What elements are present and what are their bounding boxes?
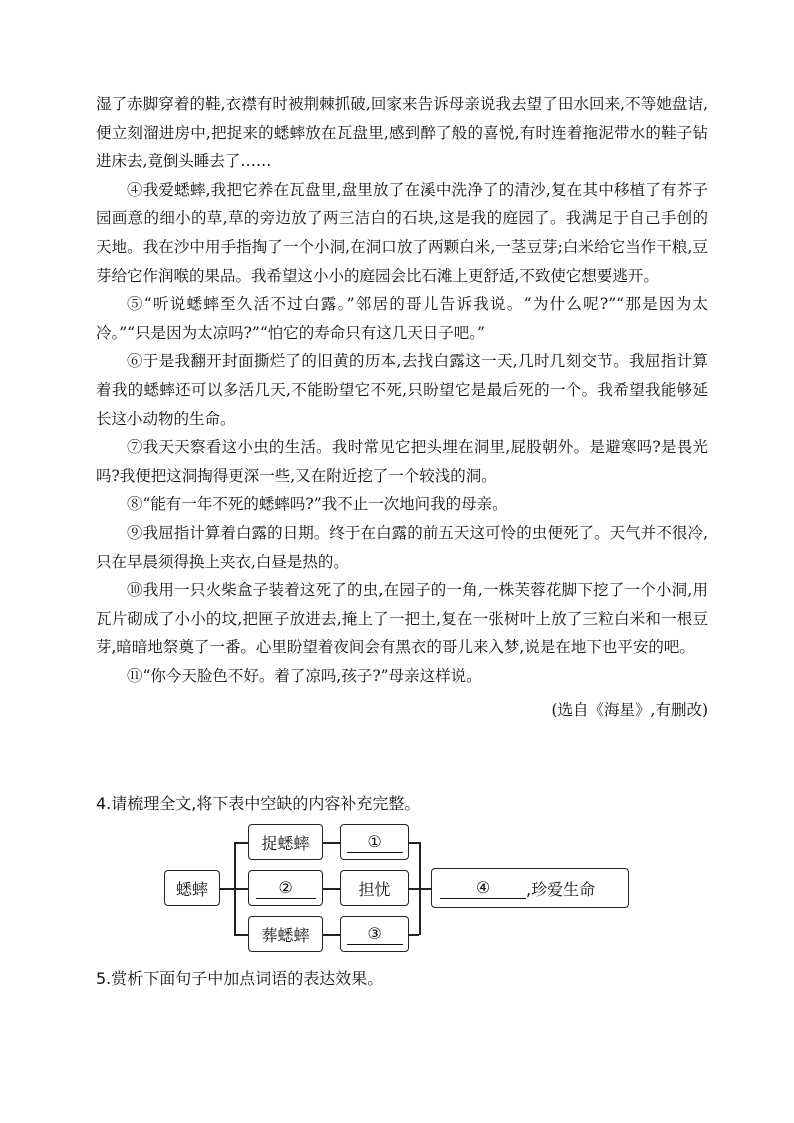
passage-paragraph-continued: 湿了赤脚穿着的鞋,衣襟有时被荆棘抓破,回家来告诉母亲说我去望了田水回来,不等她盘诘,便立刻溜进房中,把捉来的蟋蟀放在瓦盘里,感到醉了般的喜悦,有时连着拖泥带水的鞋子钻进床去,竟倒头睡去了…… xyxy=(96,95,708,171)
answer-box-2 xyxy=(248,870,323,906)
connector-root-out xyxy=(220,888,234,890)
passage-paragraph-7: ⑦我天天察看这小虫的生活。我时常见它把头埋在洞里,屁股朝外。是避寒吗?是畏光吗?我便把这洞掏得更深一些,又在附近挖了一个较浅的洞。 xyxy=(96,438,708,485)
connector-right-bottom xyxy=(409,934,419,936)
passage-paragraph-6: ⑥于是我翻开封面撕烂了的旧黄的历本,去找白露这一天,几时几刻交节。我屈指计算着我的蟋蟀还可以多活几天,不能盼望它不死,只盼望它是最后死的一个。我希望我能够延长这小动物的生命。 xyxy=(96,352,708,428)
summary-diagram xyxy=(160,820,635,958)
connector-right-top xyxy=(409,842,419,844)
catch-cricket-box xyxy=(248,824,323,860)
passage-source: (选自《海星》,有删改) xyxy=(551,701,708,720)
connector-bottom-pair xyxy=(323,934,340,936)
answer-box-1 xyxy=(340,824,409,860)
worry-label: 担忧 xyxy=(358,879,391,899)
passage-paragraph-8: ⑧“能有一年不死的蟋蟀吗?”我不止一次地问我的母亲。 xyxy=(127,495,508,514)
bury-cricket-label: 葬蟋蟀 xyxy=(261,925,310,945)
cherish-life-label: ,珍爱生命 xyxy=(526,879,596,899)
answer-blank-2[interactable]: ② xyxy=(256,878,316,899)
result-box xyxy=(431,868,629,908)
passage-paragraph-11: ⑪“你今天脸色不好。着了凉吗,孩子?”母亲这样说。 xyxy=(127,666,482,685)
passage-paragraph-4: ④我爱蟋蟀,我把它养在瓦盘里,盘里放了在溪中洗净了的清沙,复在其中移植了有芥子园画意的细小的草,草的旁边放了两三洁白的石块,这是我的庭园了。我满足于自己手创的天地。我在沙中用手指掏了一个小洞,在洞口放了两颗白米,一茎豆芽;白米给它当作干粮,豆芽给它作润喉的果品。我希望这小小的庭园会比石滩上更舒适,不致使它想要逃开。 xyxy=(96,180,708,285)
root-box xyxy=(164,870,220,906)
connector-right-mid xyxy=(409,888,419,890)
root-label: 蟋蟀 xyxy=(175,879,208,899)
bury-cricket-box xyxy=(248,916,323,952)
worry-box xyxy=(340,870,409,906)
answer-blank-1[interactable]: ① xyxy=(347,832,403,853)
connector-left-top xyxy=(234,842,248,844)
question-5-prompt: 5.赏析下面句子中加点词语的表达效果。 xyxy=(96,969,384,988)
answer-box-3 xyxy=(340,916,409,952)
catch-cricket-label: 捉蟋蟀 xyxy=(261,833,310,853)
connector-mid-pair xyxy=(323,888,340,890)
connector-to-result xyxy=(419,888,431,890)
passage-paragraph-9: ⑨我屈指计算着白露的日期。终于在白露的前五天这可怜的虫便死了。天气并不很冷,只在早晨须得换上夹衣,白昼是热的。 xyxy=(96,523,708,571)
reading-passage xyxy=(96,90,708,725)
connector-left-mid xyxy=(234,888,248,890)
answer-blank-3[interactable]: ③ xyxy=(347,924,403,945)
passage-paragraph-5: ⑤“听说蟋蟀至久活不过白露。”邻居的哥儿告诉我说。“为什么呢?”“那是因为太冷。”“只是因为太凉吗?”“怕它的寿命只有这几天日子吧。” xyxy=(96,295,708,342)
connector-top-pair xyxy=(323,842,340,844)
question-4-prompt: 4.请梳理全文,将下表中空缺的内容补充完整。 xyxy=(96,794,421,813)
connector-left-bottom xyxy=(234,934,248,936)
answer-blank-4[interactable]: ④ xyxy=(440,878,526,899)
passage-paragraph-10: ⑩我用一只火柴盒子装着这死了的虫,在园子的一角,一株芙蓉花脚下挖了一个小洞,用瓦片砌成了小小的坟,把匣子放进去,掩上了一把土,复在一张树叶上放了三粒白米和一根豆芽,暗暗地祭奠了一番。心里盼望着夜间会有黑衣的哥儿来入梦,说是在地下也平安的吧。 xyxy=(96,581,708,657)
